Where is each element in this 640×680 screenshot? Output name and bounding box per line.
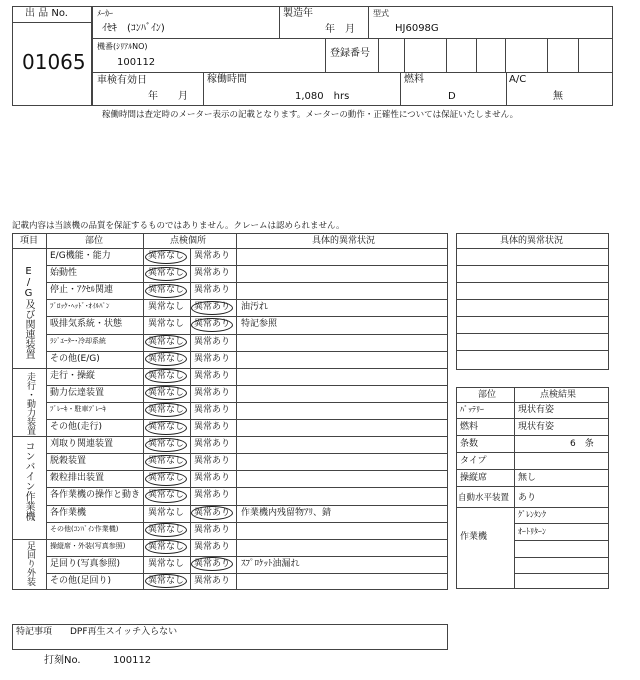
row-normal: 異常なし (148, 422, 185, 432)
row-detail: 油汚れ (241, 302, 269, 312)
right-detail-title: 具体的異常状況 (500, 236, 564, 246)
check-circle (145, 489, 187, 503)
row-abnormal: 異常あり (194, 525, 231, 535)
check-circle (145, 455, 187, 469)
row-normal: 異常なし (148, 268, 185, 278)
inspection-value: 年 月 (148, 91, 188, 102)
check-circle (191, 318, 233, 332)
check-circle (145, 369, 187, 383)
row-detail: ｽﾌﾟﾛｹｯﾄ油漏れ (241, 559, 300, 569)
registration-label: 登録番号 (330, 48, 370, 59)
row-part: その他(走行) (50, 422, 103, 432)
col-item: 項目 (20, 236, 39, 246)
row-part: 吸排気系統・状態 (50, 319, 123, 329)
hours-label: 稼働時間 (207, 74, 247, 85)
check-circle (145, 386, 187, 400)
row-normal: 異常なし (148, 337, 185, 347)
check-circle (145, 472, 187, 486)
battery-label: ﾊﾞｯﾃﾘｰ (460, 405, 484, 414)
col-part: 部位 (85, 236, 104, 246)
hours-note: 稼働時間は査定時のメーター表示の記載となります。メーターの動作・正確性については保証いたしません。 (102, 110, 519, 120)
row-part: 始動性 (50, 268, 78, 278)
maker-label: ﾒｰｶｰ (97, 9, 113, 18)
check-circle (145, 284, 187, 298)
year-label: 製造年 (283, 8, 313, 19)
row-part: その他(ｺﾝﾊﾞｲﾝ作業機) (50, 525, 119, 533)
row-abnormal: 異常あり (194, 559, 231, 569)
row-abnormal: 異常あり (194, 542, 231, 552)
check-circle (145, 574, 187, 588)
check-circle (145, 540, 187, 554)
row-part: E/G機能・能力 (50, 251, 111, 261)
special-label: 特記事項 (16, 627, 53, 637)
row-abnormal: 異常あり (194, 337, 231, 347)
row-part: 動力伝達装置 (50, 388, 105, 398)
row-part: 各作業機 (50, 508, 87, 518)
check-circle (145, 352, 187, 366)
row-normal: 異常なし (148, 439, 185, 449)
row-abnormal: 異常あり (194, 405, 231, 415)
check-circle (145, 421, 187, 435)
row-part: 脱穀装置 (50, 456, 87, 466)
row-normal: 異常なし (148, 490, 185, 500)
col-check: 点検個所 (170, 236, 207, 246)
cabin-value: 無し (518, 473, 537, 483)
model-value: HJ6098G (395, 23, 439, 34)
row-normal: 異常なし (148, 473, 185, 483)
serial-label: 機番(ｼﾘｱﾙNO) (97, 42, 148, 51)
row-normal: 異常なし (148, 251, 185, 261)
group-combine: コンバイン作業機 (23, 441, 34, 521)
fuel-label: 燃料 (404, 74, 424, 85)
right-col-result: 点検結果 (540, 390, 577, 400)
row-abnormal: 異常あり (194, 354, 231, 364)
check-circle (145, 523, 187, 537)
row-abnormal: 異常あり (194, 422, 231, 432)
row-detail: 作業機内残留物ｱﾘ、錆 (241, 508, 332, 518)
fuel-value: D (448, 91, 456, 102)
row-normal: 異常なし (148, 285, 185, 295)
row-part: 操縦席・外装(写真参照) (50, 542, 126, 550)
fuel-row-label: 燃料 (460, 422, 479, 432)
rows-label: 条数 (460, 439, 479, 449)
autolevel-value: あり (518, 493, 537, 503)
lot-number: 01065 (22, 50, 86, 74)
ac-value: 無 (553, 91, 563, 102)
battery-value: 現状有姿 (518, 405, 555, 415)
row-part: 足回り(写真参照) (50, 559, 121, 569)
model-label: 型式 (373, 9, 389, 18)
row-part: ﾗｼﾞｴｰﾀｰ･冷却系統 (50, 337, 106, 345)
row-normal: 異常なし (148, 405, 185, 415)
special-text: DPF再生スイッチ入らない (70, 627, 178, 637)
row-abnormal: 異常あり (194, 456, 231, 466)
row-normal: 異常なし (148, 388, 185, 398)
group-engine: E/G及び関連装置 (23, 266, 34, 359)
check-circle (145, 250, 187, 264)
row-abnormal: 異常あり (194, 473, 231, 483)
row-part: その他(足回り) (50, 576, 112, 586)
row-normal: 異常なし (148, 525, 185, 535)
row-normal: 異常なし (148, 354, 185, 364)
row-normal: 異常なし (148, 542, 185, 552)
row-abnormal: 異常あり (194, 388, 231, 398)
rows-value: 6 条 (570, 439, 594, 449)
row-abnormal: 異常あり (194, 251, 231, 261)
hours-value: 1,080 hrs (295, 91, 350, 102)
glen-tank-label: ｸﾞﾚﾝﾀﾝｸ (518, 510, 546, 519)
check-circle (145, 267, 187, 281)
row-part: 各作業機の操作と動き (50, 490, 141, 500)
row-normal: 異常なし (148, 456, 185, 466)
row-normal: 異常なし (148, 559, 185, 569)
row-abnormal: 異常あり (194, 576, 231, 586)
row-part: その他(E/G) (50, 354, 100, 364)
right-col-part: 部位 (478, 390, 497, 400)
check-circle (191, 557, 233, 571)
row-part: 刈取り関連装置 (50, 439, 114, 449)
row-normal: 異常なし (148, 302, 185, 312)
check-circle (145, 335, 187, 349)
row-abnormal: 異常あり (194, 439, 231, 449)
fuel-row-value: 現状有姿 (518, 422, 555, 432)
row-abnormal: 異常あり (194, 490, 231, 500)
row-part: ﾌﾞﾚｰｷ・駐車ﾌﾞﾚｰｷ (50, 405, 106, 413)
disclaimer: 記載内容は当該機の品質を保証するものではありません。クレームは認められません。 (12, 221, 345, 231)
check-circle (145, 438, 187, 452)
row-normal: 異常なし (148, 508, 185, 518)
lot-label: 出 品 No. (25, 8, 68, 19)
inspection-label: 車検有効日 (97, 75, 147, 86)
row-part: 停止・ｱｸｾﾙ関連 (50, 285, 114, 295)
row-part: 穀粒排出装置 (50, 473, 105, 483)
serial-value: 100112 (117, 57, 156, 68)
maker-value: ｲｾｷ (ｺﾝﾊﾞｲﾝ) (102, 23, 165, 34)
row-part: 走行・操縦 (50, 371, 96, 381)
autolevel-label: 自動水平装置 (458, 493, 510, 503)
ac-label: A/C (509, 74, 527, 85)
row-abnormal: 異常あり (194, 268, 231, 278)
check-circle (191, 301, 233, 315)
group-undercarriage: 足回り外装 (25, 541, 35, 586)
row-abnormal: 異常あり (194, 508, 231, 518)
row-normal: 異常なし (148, 319, 185, 329)
stamp-value: 100112 (113, 655, 152, 666)
row-normal: 異常なし (148, 576, 185, 586)
row-abnormal: 異常あり (194, 302, 231, 312)
auto-return-label: ｵｰﾄﾘﾀｰﾝ (518, 527, 546, 536)
row-part: ﾌﾞﾛｯｸ･ﾍｯﾄﾞ･ｵｲﾙﾊﾟﾝ (50, 302, 110, 310)
stamp-label: 打刻No. (44, 655, 81, 666)
type-label: タイプ (460, 456, 487, 466)
col-detail: 具体的異常状況 (312, 236, 376, 246)
row-abnormal: 異常あり (194, 285, 231, 295)
implement-label: 作業機 (460, 532, 488, 542)
year-value: 年 月 (325, 24, 355, 35)
check-circle (191, 506, 233, 520)
row-normal: 異常なし (148, 371, 185, 381)
group-drive: 走行・動力装置 (25, 372, 35, 435)
row-detail: 特記参照 (241, 319, 278, 329)
row-abnormal: 異常あり (194, 319, 231, 329)
row-abnormal: 異常あり (194, 371, 231, 381)
check-circle (145, 403, 187, 417)
cabin-label: 操縦席 (460, 473, 488, 483)
